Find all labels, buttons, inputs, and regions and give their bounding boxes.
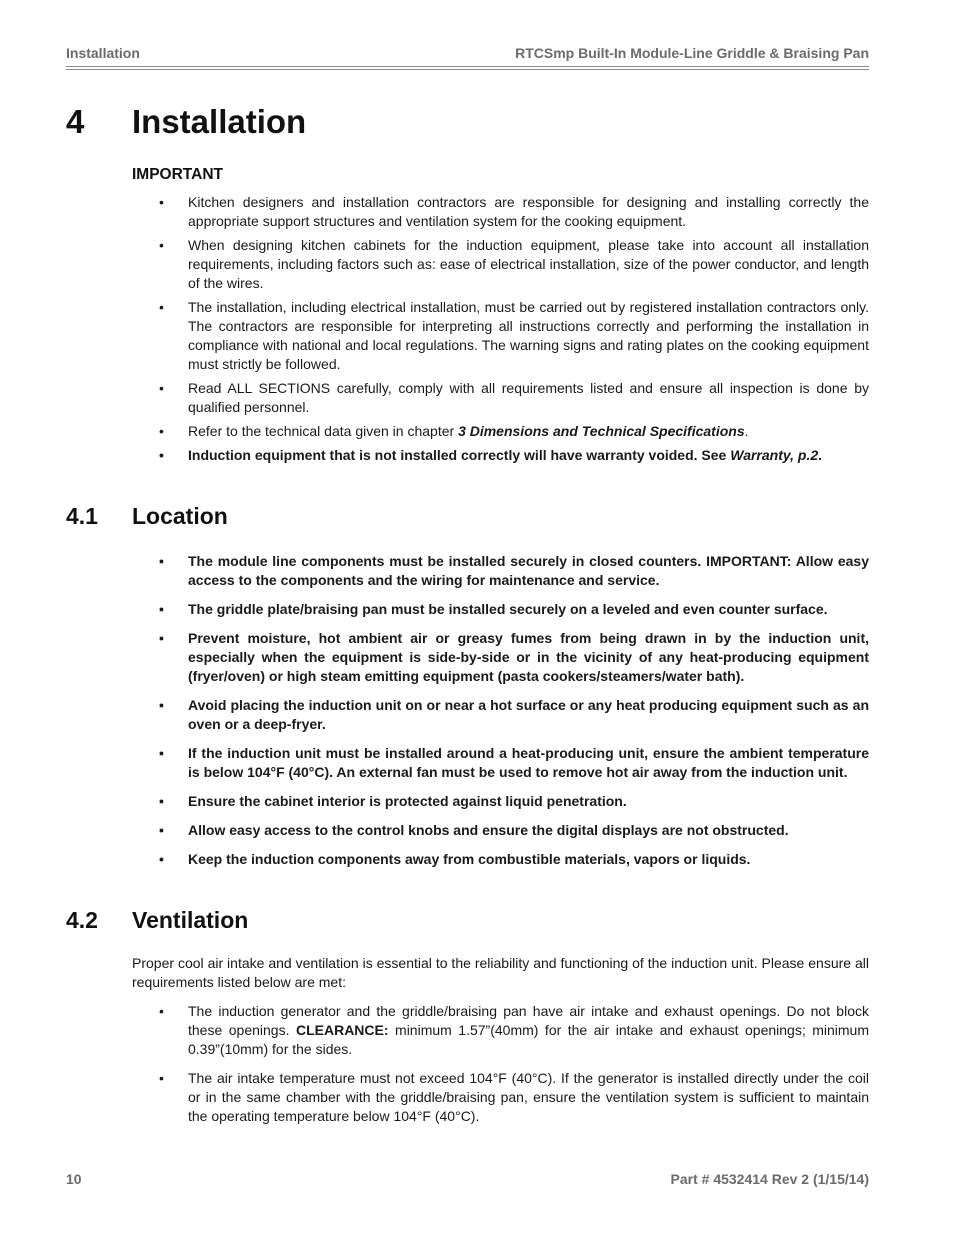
section-number: 4.1: [66, 503, 98, 529]
bullet-glyph: •: [159, 194, 164, 210]
list-item-text: When designing kitchen cabinets for the induction equipment, please take into account all installation requirements, including factors such as: ease of electrical installation, size of the power conductor, and length of the wires.: [188, 237, 869, 291]
list-item: [132, 696, 869, 734]
bullet-glyph: •: [159, 1003, 164, 1019]
important-label: IMPORTANT:: [706, 553, 792, 569]
list-item-text-end: Allow easy access to the components and the wiring for maintenance and service.: [188, 553, 869, 588]
reference-text: Refer to the technical data given in chapter: [188, 423, 459, 439]
section-title: Location: [132, 503, 228, 529]
list-item-text-end: minimum 1.57”(40mm) for the air intake and exhaust openings; minimum 0.39”(10mm) for the sides.: [188, 1022, 869, 1057]
list-item: [132, 193, 869, 231]
header-rule-bottom: [66, 69, 869, 70]
location-list: [132, 552, 869, 879]
page-number: 10: [66, 1171, 82, 1187]
important-heading: IMPORTANT: [132, 166, 223, 183]
part-number: Part # 4532414 Rev 2 (1/15/14): [670, 1171, 869, 1187]
section-title: Ventilation: [132, 907, 249, 933]
chapter-number: 4: [66, 103, 85, 140]
ventilation-intro: Proper cool air intake and ventilation is essential to the reliability and functioning of the induction unit. Please ensure all requirements listed below are met:: [132, 955, 869, 990]
list-item: [132, 821, 869, 840]
bullet-glyph: •: [159, 793, 164, 809]
chapter-reference-link[interactable]: 3 Dimensions and Technical Specifications: [458, 423, 745, 439]
warranty-reference-link[interactable]: Warranty, p.2: [730, 447, 819, 463]
important-list: [132, 193, 869, 470]
list-item: [132, 744, 869, 782]
header-rule-top: [66, 66, 869, 67]
list-item-text: Avoid placing the induction unit on or near a hot surface or any heat producing equipment such as an oven or a deep-fryer.: [188, 697, 869, 732]
bullet-glyph: •: [159, 423, 164, 439]
chapter-title: Installation: [132, 103, 307, 140]
list-item-text: Ensure the cabinet interior is protected against liquid penetration.: [188, 793, 627, 809]
header-document-title: RTCSmp Built-In Module-Line Griddle & Braising Pan: [515, 45, 869, 61]
bullet-glyph: •: [159, 745, 164, 761]
warranty-text: Induction equipment that is not installed correctly will have warranty voided. See: [188, 447, 731, 463]
list-item-text: Prevent moisture, hot ambient air or greasy fumes from being drawn in by the induction unit, especially when the equipment is side-by-side or in the vicinity of any heat-producing equipment (fryer/oven) or high steam emitting equipment (pasta cookers/steamers/water bath).: [188, 630, 869, 684]
bullet-glyph: •: [159, 1070, 164, 1086]
bullet-glyph: •: [159, 299, 164, 315]
list-item-warranty-warning: [132, 446, 869, 465]
list-item: [132, 379, 869, 417]
list-item-text: The griddle plate/braising pan must be installed securely on a leveled and even counter surface.: [188, 601, 828, 617]
list-item: [132, 629, 869, 686]
list-item-chapter-reference: [132, 422, 869, 441]
list-item: [132, 552, 869, 590]
list-item-text: The installation, including electrical installation, must be carried out by registered installation contractors only. The contractors are responsible for interpreting all instructions correctly and performing the installation in compliance with national and local regulations. The warning signs and rating plates on the cooking equipment must strictly be followed.: [188, 299, 869, 372]
bullet-glyph: •: [159, 447, 164, 463]
list-item: [132, 600, 869, 619]
list-item-text: Read ALL SECTIONS carefully, comply with all requirements listed and ensure all inspection is done by qualified personnel.: [188, 380, 869, 415]
list-item-text: The air intake temperature must not exceed 104°F (40°C). If the generator is installed directly under the coil or in the same chamber with the griddle/braising pan, ensure the ventilation system is sufficient to maintain the operating temperature below 104°F (40°C).: [188, 1070, 869, 1124]
list-item: [132, 298, 869, 374]
bullet-glyph: •: [159, 822, 164, 838]
list-item-text: The module line components must be installed securely in closed counters.: [188, 553, 707, 569]
clearance-label: CLEARANCE:: [295, 1022, 389, 1038]
bullet-glyph: •: [159, 237, 164, 253]
section-number: 4.2: [66, 907, 98, 933]
reference-text-end: .: [744, 423, 749, 439]
list-item-text: Allow easy access to the control knobs and ensure the digital displays are not obstructed.: [188, 822, 789, 838]
section-heading-ventilation: [66, 907, 248, 934]
list-item: [132, 792, 869, 811]
section-heading-location: [66, 503, 228, 530]
ventilation-list: [132, 1002, 869, 1136]
list-item-text: The induction generator and the griddle/braising pan have air intake and exhaust openings. Do not block these openings.: [188, 1003, 869, 1038]
bullet-glyph: •: [159, 697, 164, 713]
bullet-glyph: •: [159, 380, 164, 396]
warranty-text-end: .: [818, 447, 823, 463]
bullet-glyph: •: [159, 553, 164, 569]
bullet-glyph: •: [159, 601, 164, 617]
chapter-heading: [66, 103, 306, 141]
bullet-glyph: •: [159, 630, 164, 646]
running-header: [66, 45, 869, 65]
list-item: [132, 850, 869, 869]
list-item-text: Kitchen designers and installation contractors are responsible for designing and installing correctly the appropriate support structures and ventilation system for the cooking equipment.: [188, 194, 869, 229]
list-item: [132, 1069, 869, 1126]
header-section: Installation: [66, 45, 140, 61]
list-item-text: If the induction unit must be installed around a heat-producing unit, ensure the ambient temperature is below 104°F (40°C). An external fan must be used to remove hot air away from the induction unit.: [188, 745, 869, 780]
list-item: [132, 236, 869, 293]
list-item: [132, 1002, 869, 1059]
list-item-text: Keep the induction components away from combustible materials, vapors or liquids.: [188, 851, 751, 867]
bullet-glyph: •: [159, 851, 164, 867]
